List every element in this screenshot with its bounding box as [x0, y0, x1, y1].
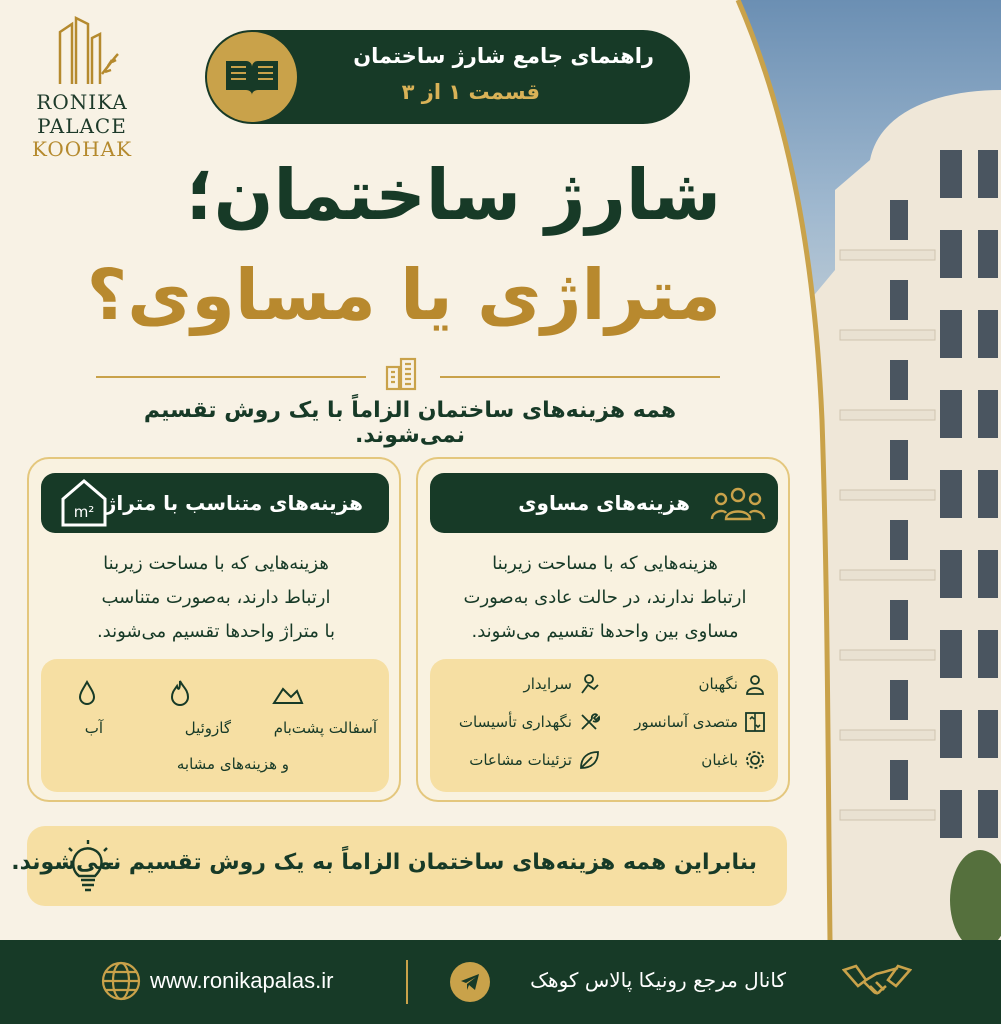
area-icon-label: m²	[73, 503, 95, 521]
brand-logo	[22, 14, 142, 160]
brand-line2: PALACE	[37, 114, 127, 138]
card-proportional-text	[49, 547, 383, 649]
guide-part: قسمت ۱ از ۳	[401, 80, 540, 104]
guide-header-pill	[205, 30, 690, 124]
water-drop-icon	[77, 679, 97, 707]
gear-icon	[744, 749, 766, 771]
card-proportional	[27, 457, 401, 802]
brand-line3: KOOHAK	[31, 137, 133, 161]
conclusion-box	[11, 826, 787, 906]
item-elevator	[634, 711, 766, 733]
card-equal	[416, 457, 790, 802]
text-line: مساوی بین واحدها تقسیم می‌شوند.	[471, 621, 739, 642]
buildings-icon	[383, 355, 423, 391]
handshake-icon	[842, 956, 912, 1008]
card-equal-items	[430, 659, 778, 792]
caretaker-icon	[578, 673, 600, 695]
headline-line1: شارژ ساختمان؛	[185, 154, 721, 236]
text-line: هزینه‌هایی که با مساحت زیربنا	[103, 553, 329, 574]
subtitle: همه هزینه‌های ساختمان الزاماً با یک روش تقسیم نمی‌شوند.	[143, 398, 677, 448]
footer-bar	[0, 940, 1001, 1024]
roof-icon	[271, 681, 305, 707]
item-caretaker	[524, 673, 600, 695]
item-facilities-label: نگهداری تأسیسات	[458, 713, 572, 731]
card-proportional-items	[41, 659, 389, 792]
elevator-icon	[744, 711, 766, 733]
item-facilities	[459, 711, 600, 733]
item-diesel: گازوئیل	[184, 719, 231, 737]
globe-icon	[100, 960, 142, 1002]
building-logo-icon	[42, 14, 122, 86]
item-roof-asphalt: آسفالت پشت‌بام	[273, 719, 377, 737]
tools-icon	[578, 711, 600, 733]
text-line: ارتباط ندارند، در حالت عادی به‌صورت	[463, 587, 747, 608]
flame-icon	[169, 679, 191, 707]
house-area-icon	[57, 477, 111, 529]
item-caretaker-label: سرایدار	[523, 675, 572, 693]
divider-left	[96, 376, 366, 378]
item-decoration	[469, 749, 600, 771]
guard-icon	[744, 673, 766, 695]
card-proportional-title: هزینه‌های متناسب با متراژ	[104, 491, 363, 515]
group-users-icon	[710, 485, 766, 523]
footer-separator	[406, 960, 408, 1004]
leaf-icon	[578, 749, 600, 771]
guide-title: راهنمای جامع شارژ ساختمان	[353, 44, 654, 68]
item-water: آب	[84, 719, 103, 737]
item-guard	[699, 673, 767, 695]
website-link[interactable]: www.ronikapalas.ir	[150, 968, 334, 993]
conclusion-text: بنابراین همه هزینه‌های ساختمان الزاماً به یک روش تقسیم نمی‌شوند.	[11, 850, 757, 875]
text-line: هزینه‌هایی که با مساحت زیربنا	[492, 553, 718, 574]
item-gardener	[701, 749, 766, 771]
channel-link[interactable]: کانال مرجع رونیکا پالاس کوهک	[530, 968, 786, 992]
item-similar: و هزینه‌های مشابه	[176, 755, 289, 773]
card-equal-title: هزینه‌های مساوی	[518, 491, 690, 515]
item-guard-label: نگهبان	[698, 675, 738, 693]
headline-line2: متراژی یا مساوی؟	[86, 254, 721, 336]
divider-right	[440, 376, 720, 378]
telegram-icon[interactable]	[450, 962, 490, 1002]
text-line: ارتباط دارند، به‌صورت متناسب	[101, 587, 331, 608]
book-icon	[207, 32, 297, 122]
item-decoration-label: تزئینات مشاعات	[469, 751, 572, 769]
item-gardener-label: باغبان	[701, 751, 738, 769]
brand-line1: RONIKA	[36, 90, 128, 114]
card-equal-text	[432, 547, 778, 649]
text-line: با متراژ واحدها تقسیم می‌شوند.	[96, 621, 336, 642]
item-elevator-label: متصدی آسانسور	[634, 713, 738, 731]
